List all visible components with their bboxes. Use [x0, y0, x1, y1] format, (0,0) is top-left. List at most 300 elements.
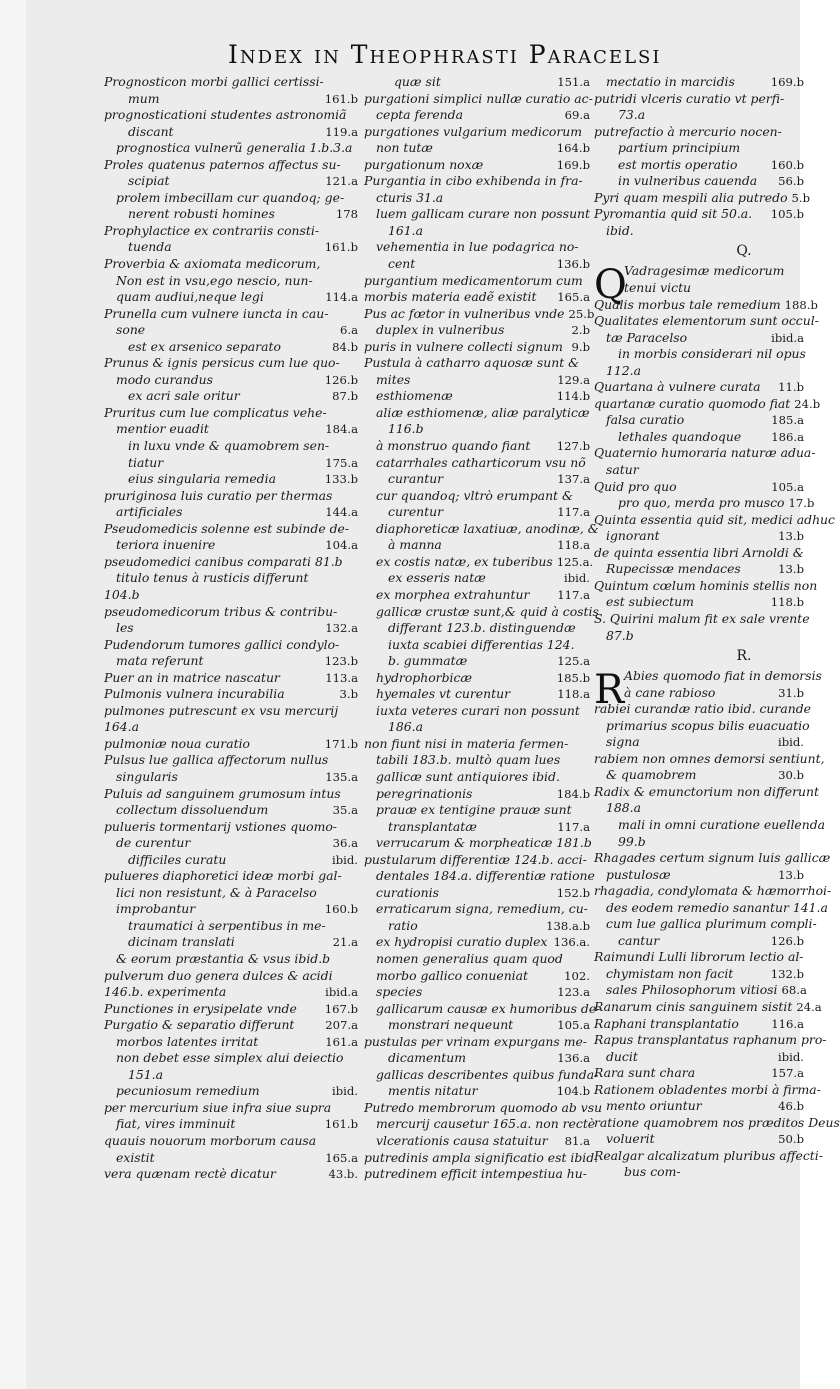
index-entry-text: ex hydropisi curatio duplex: [376, 934, 548, 950]
page-reference: 119.a: [325, 124, 358, 139]
index-entry-line: [594, 717, 810, 735]
index-entry-text: rabiem non omnes demorsi sentiunt,: [594, 750, 825, 766]
index-entry-line: [104, 918, 358, 935]
index-entry-text: ex morphea extrahuntur: [376, 586, 530, 602]
index-entry-text: ex esseris natæ: [388, 570, 486, 586]
index-entry-text: catarrhales catharticorum vsu nõ: [376, 454, 586, 470]
index-entry-text: nomen generalius quam quod: [376, 950, 563, 966]
index-entry-text: pustulas per vrinam expurgans me-: [364, 1033, 587, 1049]
index-entry-line: [104, 256, 358, 273]
index-entry-line: [594, 173, 804, 190]
page-reference: 13.b: [778, 867, 804, 882]
index-entry-text: Proverbia & axiomata medicorum,: [104, 256, 321, 272]
page-reference: 129.a: [557, 372, 590, 387]
page-reference: 132.b: [770, 966, 804, 981]
page-reference: 117.a: [557, 505, 590, 520]
page-reference: 151.a: [557, 75, 590, 89]
index-entry-text: pulverum duo genera dulces & acidi: [104, 967, 333, 983]
index-entry-text: ducit: [606, 1048, 638, 1064]
index-entry-text: mentis nitatur: [388, 1083, 478, 1099]
index-entry-line: [364, 520, 599, 538]
index-entry-line: [594, 628, 804, 645]
index-entry-text: 146.b. experimenta: [104, 984, 227, 1000]
index-entry-text: prognosticationi studentes astronomiã: [104, 107, 347, 123]
index-entry-line: [594, 783, 819, 801]
page-reference: 31.b: [778, 685, 804, 700]
section-letter-heading: R.: [736, 648, 752, 665]
index-entry-text: Purgantia in cibo exhibenda in fra-: [364, 173, 583, 189]
index-entry-text: difficiles curatu: [128, 851, 227, 867]
index-entry-line: [104, 289, 358, 306]
index-entry-text: Rationem obladentes morbi à firma-: [594, 1081, 821, 1097]
index-entry-text: mentior euadit: [116, 421, 209, 437]
index-entry-line: [594, 412, 804, 429]
index-entry-line: [104, 604, 358, 621]
index-entry-line: [364, 868, 595, 885]
page-reference: 207.a: [325, 1018, 358, 1033]
index-entry-line: [364, 339, 590, 356]
index-entry-line: [594, 363, 804, 380]
index-entry-text: pseudomedici canibus comparati 81.b: [104, 553, 343, 569]
index-entry-text: Qualis morbus tale remedium: [594, 296, 781, 312]
index-entry-text: per mercurium siue infra siue supra: [104, 1099, 332, 1115]
index-entry-text: morbo gallico conueniat: [376, 967, 529, 983]
index-entry-text: Puer an in matrice nascatur: [104, 669, 280, 685]
index-entry-line: [104, 752, 358, 769]
index-entry-text: nerent robusti homines: [128, 206, 275, 222]
index-entry-line: [364, 388, 590, 405]
index-entry-line: [364, 173, 590, 190]
index-entry-text: purgantium medicamentorum cum: [364, 272, 583, 288]
index-entry-text: gallicarum causæ ex humoribus de-: [376, 1000, 601, 1016]
index-entry-text: ratione quamobrem nos præditos Deus: [594, 1114, 840, 1130]
index-entry-text: putredinis ampla significatio est ibid.: [364, 1149, 599, 1165]
index-entry-line: [594, 1098, 804, 1115]
page-reference: 137.a: [557, 472, 590, 487]
index-entry-text: existit: [116, 1149, 155, 1165]
page-reference: 136.a.: [553, 935, 590, 950]
index-entry-line: [364, 124, 590, 141]
page-reference: 118.a: [557, 687, 590, 702]
index-entry-text: iuxta veteres curari non possunt: [376, 702, 580, 718]
index-entry-text: 188.a: [606, 800, 641, 816]
index-entry-text: Rapus transplantatus raphanum pro-: [594, 1032, 827, 1048]
index-entry-text: 116.b: [388, 421, 424, 437]
index-entry-text: Pustula à catharro aquosæ sunt &: [364, 355, 580, 371]
page-reference: 185.a: [771, 413, 804, 428]
index-entry-line: [364, 256, 590, 273]
index-entry-line: [594, 495, 815, 512]
index-entry-text: & quamobrem: [606, 767, 697, 783]
index-entry-line: [364, 934, 590, 951]
index-entry-text: tabili 183.b. multò quam lues: [376, 752, 561, 768]
page-reference: 69.a: [564, 108, 590, 123]
index-entry-line: [104, 239, 358, 256]
index-entry-text: curentur: [388, 504, 444, 520]
page-reference: 164.b: [556, 141, 590, 156]
index-entry-line: [364, 553, 594, 571]
page-reference: 136.b: [556, 257, 590, 272]
index-entry-line: [594, 379, 804, 396]
index-entry-line: [364, 190, 590, 207]
page-reference: 169.b: [770, 75, 804, 89]
index-entry-line: [364, 273, 590, 290]
index-entry-text: ignorant: [606, 528, 660, 544]
index-entry-text: lici non resistunt, & à Paracelso: [116, 884, 317, 900]
index-entry-text: vehementia in lue podagrica no-: [376, 239, 579, 255]
page-reference: ibid.: [778, 735, 804, 750]
index-entry-line: [104, 388, 358, 405]
index-entry-line: [594, 1081, 821, 1099]
index-entry-text: à cane rabioso: [624, 684, 716, 700]
index-entry-line: [104, 653, 358, 670]
index-entry-line: [104, 537, 358, 554]
index-entry-text: dicamentum: [388, 1050, 466, 1066]
index-entry-line: [104, 786, 358, 803]
index-entry-text: 151.a: [128, 1066, 163, 1082]
page-reference: 161.a: [325, 1034, 358, 1049]
index-entry-line: [364, 835, 590, 852]
index-entry-text: duplex in vulneribus: [376, 322, 505, 338]
index-entry-line: [364, 719, 590, 736]
page-reference: 126.b: [770, 933, 804, 948]
index-entry-text: purgationes vulgarium medicorum: [364, 123, 583, 139]
index-entry-text: collectum dissoluendum: [116, 802, 269, 818]
index-entry-line: [364, 223, 590, 240]
index-entry-text: Radix & emunctorium non differunt: [594, 783, 819, 799]
index-entry-text: ibid.: [606, 222, 634, 238]
page-reference: 175.a: [325, 455, 358, 470]
page-reference: 171.b: [324, 736, 358, 751]
index-entry-text: scipiat: [128, 173, 170, 189]
index-entry-line: [364, 90, 593, 108]
index-entry-text: pruriginosa luis curatio per thermas: [104, 487, 333, 503]
index-entry-text: diaphoreticæ laxatiuæ, anodinæ, &: [376, 520, 599, 536]
page-reference: 104.b: [556, 1084, 590, 1099]
index-entry-line: [104, 587, 358, 604]
page-reference: 160.b: [770, 157, 804, 172]
index-entry-line: [364, 1133, 590, 1150]
index-entry-line: [594, 1164, 804, 1181]
page-reference: 21.a: [332, 935, 358, 950]
index-entry-text: Prophylactice ex contrariis consti-: [104, 222, 320, 238]
index-entry-line: [104, 570, 358, 587]
index-entry-line: [364, 570, 590, 587]
index-entry-line: [364, 736, 590, 753]
index-entry-line: [364, 968, 590, 985]
index-entry-line: [104, 91, 358, 108]
index-entry-line: [364, 405, 590, 422]
page-reference: 144.a: [325, 505, 358, 520]
index-entry-text: monstrari nequeunt: [388, 1017, 514, 1033]
index-entry-line: [364, 819, 590, 836]
index-entry-line: [594, 982, 807, 999]
index-entry-line: [594, 445, 816, 462]
index-entry-text: in luxu vnde & quamobrem sen-: [128, 438, 330, 454]
index-entry-text: rhagadia, condylomata & hæmorrhoi-: [594, 883, 832, 899]
index-entry-text: Prunella cum vulnere iuncta in cau-: [104, 305, 329, 321]
index-entry-line: [364, 637, 590, 654]
index-entry-line: [594, 850, 831, 867]
page-reference: 125.a.: [556, 554, 594, 569]
index-entry-line: [594, 313, 819, 330]
index-entry-line: [364, 670, 590, 687]
page-reference: 165.a: [325, 1150, 358, 1165]
index-entry-line: [594, 1131, 804, 1148]
index-entry-text: Quintum cœlum hominis stellis non: [594, 577, 818, 593]
index-entry-line: [594, 330, 804, 347]
index-entry-line: [364, 901, 590, 918]
index-entry-line: [594, 124, 804, 141]
index-entry-line: [104, 934, 358, 951]
index-entry-line: [594, 949, 804, 966]
index-entry-text: morbos latentes irritat: [116, 1033, 259, 1049]
page-reference: 123.a: [557, 985, 590, 1000]
index-entry-text: aliæ esthiomenæ, aliæ paralyticæ: [376, 404, 590, 420]
index-entry-line: [594, 594, 804, 611]
index-entry-line: [104, 852, 358, 869]
page-reference: 113.a: [325, 670, 358, 685]
page-reference: 133.b: [324, 472, 358, 487]
index-entry-text: partium principium: [618, 140, 741, 156]
index-entry-text: improbantur: [116, 901, 196, 917]
index-entry-line: [364, 157, 590, 174]
index-entry-text: cum lue gallica plurimum compli-: [606, 916, 817, 932]
index-entry-text: quæ sit: [394, 74, 441, 89]
page-reference: 167.b: [324, 1001, 358, 1016]
index-entry-text: 87.b: [606, 627, 634, 643]
index-entry-text: pustulosæ: [606, 866, 671, 882]
page-reference: 81.a: [564, 1134, 590, 1148]
index-entry-text: non debet esse simplex alui deiectio: [116, 1050, 344, 1066]
index-entry-line: [594, 767, 804, 784]
index-entry-text: sales Philosophorum vitiosi: [606, 982, 778, 998]
index-entry-text: Pseudomedicis solenne est subinde de-: [104, 520, 350, 536]
index-entry-text: species: [376, 984, 423, 1000]
index-entry-line: [594, 395, 821, 413]
index-entry-line: [364, 885, 590, 902]
index-entry-text: rabiei curandæ ratio ibid. curande: [594, 701, 811, 717]
index-entry-line: [364, 587, 590, 604]
page-gutter: [0, 0, 26, 1389]
index-entry-text: 112.a: [606, 362, 641, 378]
index-entry-line: [104, 471, 358, 488]
index-entry-line: [104, 1050, 358, 1067]
index-entry-text: verrucarum & morpheaticæ 181.b: [376, 835, 592, 851]
index-entry-text: traumatici à serpentibus in me-: [128, 917, 326, 933]
index-entry-text: Ranarum cinis sanguinem sistit: [594, 998, 793, 1014]
index-entry-text: Purgatio & separatio differunt: [104, 1017, 295, 1033]
index-entry-line: [104, 868, 358, 885]
page-reference: 68.a: [781, 983, 807, 998]
index-entry-text: mercurij causetur 165.a. non rectè: [376, 1116, 596, 1132]
index-entry-line: [104, 1166, 358, 1183]
index-entry-text: est ex arsenico separato: [128, 338, 281, 354]
page-reference: 125.a: [557, 654, 590, 669]
index-entry-text: est mortis operatio: [618, 156, 738, 172]
index-entry-line: [364, 239, 590, 256]
page-reference: 117.a: [557, 819, 590, 834]
index-entry-text: pecuniosum remedium: [116, 1083, 260, 1099]
index-entry-text: Pulsus lue gallica affectorum nullus: [104, 752, 329, 768]
index-entry-text: b. gummatæ: [388, 653, 468, 669]
index-entry-text: à manna: [388, 537, 442, 553]
index-entry-text: 104.b: [104, 586, 140, 602]
index-entry-text: mata referunt: [116, 653, 204, 669]
page-reference: 6.a: [340, 323, 358, 338]
index-entry-text: de curentur: [116, 835, 191, 851]
index-entry-line: [364, 1066, 599, 1084]
index-entry-text: prauæ ex tentigine prauæ sunt: [376, 802, 572, 818]
index-entry-line: [364, 372, 590, 389]
index-column-3: [594, 74, 840, 1181]
index-entry-line: [364, 1099, 603, 1117]
index-entry-text: eius singularia remedia: [128, 471, 276, 487]
index-entry-line: [594, 933, 804, 950]
index-entry-line: [594, 1147, 823, 1165]
index-entry-line: [104, 521, 358, 538]
page-title: Index in Theophrasti Paracelsi: [228, 40, 662, 69]
index-entry-text: voluerit: [606, 1131, 655, 1147]
index-entry-text: erraticarum signa, remedium, cu-: [376, 901, 588, 917]
page-reference: 126.b: [324, 372, 358, 387]
index-entry-text: in vulneribus cauenda: [618, 173, 758, 189]
index-entry-text: mento oriuntur: [606, 1098, 702, 1114]
index-entry-text: Pyromantia quid sit 50.a.: [594, 206, 753, 222]
index-entry-line: [594, 701, 811, 718]
index-entry-text: signa: [606, 734, 640, 750]
index-entry-line: [594, 140, 804, 157]
index-entry-text: Pyri quam mespili alia putredo: [594, 189, 788, 205]
page-reference: 184.b: [556, 786, 590, 801]
index-entry-line: [104, 1133, 358, 1150]
page-reference: 118.b: [770, 595, 804, 610]
index-entry-line: [104, 157, 358, 174]
page-reference: 184.a: [325, 422, 358, 437]
index-entry-text: purgationum noxæ: [364, 156, 484, 172]
index-entry-line: [364, 1017, 590, 1034]
page-reference: 30.b: [778, 768, 804, 783]
index-entry-line: [594, 916, 817, 933]
index-entry-line: [104, 901, 358, 918]
page-reference: 185.b: [556, 670, 590, 685]
page-reference: 11.b: [778, 380, 804, 395]
index-entry-text: artificiales: [116, 504, 183, 520]
index-entry-text: pulueres diaphoretici ideæ morbi gal-: [104, 868, 342, 884]
index-entry-line: [104, 1067, 358, 1084]
index-entry-line: [364, 852, 590, 869]
page-reference: 36.a: [332, 836, 358, 851]
index-entry-text: ratio: [388, 917, 418, 933]
page-reference: 138.a.b: [546, 918, 590, 933]
index-entry-line: [364, 438, 590, 455]
section-letter-heading: Q.: [736, 243, 752, 260]
index-entry-line: [594, 750, 825, 768]
page-reference: 9.b: [571, 339, 590, 354]
index-entry-text: chymistam non facit: [606, 965, 734, 981]
page-reference: 105.b: [770, 207, 804, 222]
page-reference: 50.b: [778, 1132, 804, 1147]
index-entry-line: [104, 769, 358, 786]
index-entry-line: [104, 670, 358, 687]
index-entry-text: pulmoniæ noua curatio: [104, 735, 250, 751]
index-entry-text: à monstruo quando fiant: [376, 438, 531, 454]
index-entry-line: [104, 1017, 358, 1034]
index-entry-line: [594, 1114, 840, 1132]
index-entry-text: transplantatæ: [388, 818, 477, 834]
index-entry-line: [104, 355, 358, 372]
index-entry-text: putrefactio à mercurio nocen-: [594, 123, 782, 139]
index-entry-line: [594, 545, 804, 562]
index-entry-line: [364, 488, 590, 505]
index-entry-line: [104, 488, 358, 505]
index-entry-text: sone: [116, 322, 146, 338]
page-reference: ibid.a: [325, 985, 358, 1000]
page-reference: 104.a: [325, 538, 358, 553]
index-entry-line: [594, 429, 804, 446]
index-entry-line: [104, 306, 358, 323]
index-entry-text: in morbis considerari nil opus: [618, 346, 806, 362]
index-entry-line: [104, 74, 358, 91]
index-entry-line: [364, 653, 590, 670]
index-entry-line: [594, 91, 804, 108]
index-entry-text: modo curandus: [116, 371, 214, 387]
index-entry-line: [594, 1049, 804, 1066]
index-entry-line: [594, 734, 804, 751]
index-entry-text: Prunus & ignis persicus cum lue quo-: [104, 355, 340, 371]
page-reference: ibid.: [332, 1084, 358, 1099]
page-reference: 87.b: [332, 389, 358, 404]
index-entry-text: vlcerationis causa statuitur: [376, 1133, 548, 1148]
index-entry-text: curantur: [388, 471, 444, 487]
index-entry-text: tenui victu: [624, 280, 692, 296]
index-entry-line: [594, 479, 804, 496]
index-entry-text: Punctiones in erysipelate vnde: [104, 1000, 297, 1016]
page-reference: 35.a: [332, 803, 358, 818]
index-entry-text: non tutæ: [376, 140, 433, 156]
index-entry-line: [364, 620, 590, 637]
index-entry-text: quauis nouorum morborum causa: [104, 1133, 317, 1148]
index-entry-text: Raphani transplantatio: [594, 1015, 739, 1031]
index-entry-text: Pulmonis vulnera incurabilia: [104, 686, 285, 702]
index-entry-line: [104, 1150, 358, 1167]
index-entry-text: lethales quandoque: [618, 428, 742, 444]
index-entry-text: falsa curatio: [606, 412, 685, 428]
index-entry-line: [104, 140, 358, 157]
page-reference: 46.b: [778, 1099, 804, 1114]
index-entry-text: singularis: [116, 768, 178, 784]
page-reference: 25.b: [568, 306, 595, 321]
index-entry-text: tiatur: [128, 454, 164, 470]
index-entry-line: [104, 686, 358, 703]
page-reference: 161.b: [324, 240, 358, 255]
index-entry-text: Rupecissæ mendaces: [606, 561, 741, 577]
index-entry-text: iuxta scabiei differentias 124.: [388, 636, 575, 652]
index-entry-text: Qualitates elementorum sunt occul-: [594, 313, 819, 329]
index-entry-text: gallicas describentes quibus funda-: [376, 1066, 599, 1082]
index-entry-line: [104, 736, 358, 753]
page-reference: 116.a: [771, 1016, 804, 1031]
index-entry-line: [104, 372, 358, 389]
index-entry-line: [104, 1100, 358, 1117]
index-entry-text: prolem imbecillam cur quandoq; ge-: [116, 189, 345, 205]
index-entry-line: [104, 968, 358, 985]
index-entry-line: [594, 1065, 804, 1082]
index-entry-line: [594, 966, 804, 983]
index-entry-line: [364, 455, 590, 472]
page-reference: 178: [335, 207, 358, 222]
page-reference: 43.b.: [328, 1167, 358, 1182]
